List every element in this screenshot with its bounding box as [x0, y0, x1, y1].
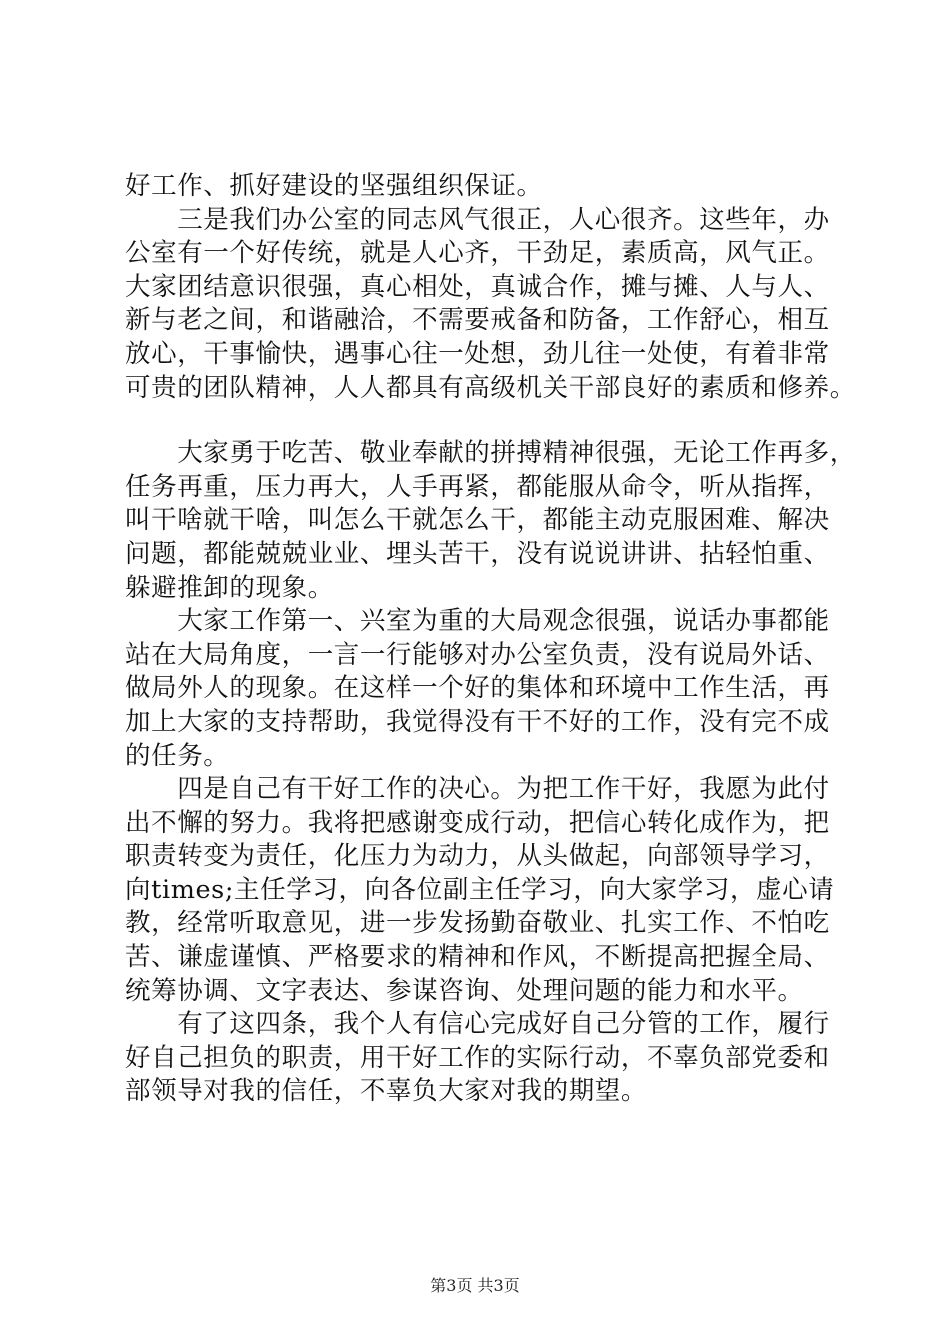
- text-line: 大家团结意识很强，真心相处，真诚合作，摊与摊、人与人、: [125, 271, 830, 302]
- text-line: 的任务。: [125, 740, 230, 771]
- text-line: 躲避推卸的现象。: [125, 572, 334, 603]
- text-line: 做局外人的现象。在这样一个好的集体和环境中工作生活，再: [125, 673, 830, 704]
- text-line: 部领导对我的信任，不辜负大家对我的期望。: [125, 1076, 648, 1107]
- text-line: 教，经常听取意见，进一步发扬勤奋敬业、扎实工作、不怕吃: [125, 908, 830, 939]
- page-number-footer: 第3页 共3页: [430, 1276, 520, 1295]
- text-line: 任务再重，压力再大，人手再紧，都能服从命令，听从指挥，: [125, 471, 830, 502]
- paragraph: [125, 204, 856, 406]
- text-line: 有了这四条，我个人有信心完成好自己分管的工作，履行: [125, 1009, 830, 1040]
- text-line: 大家工作第一、兴室为重的大局观念很强，说话办事都能: [125, 606, 830, 637]
- text-line: 可贵的团队精神，人人都具有高级机关干部良好的素质和修养。: [125, 372, 856, 403]
- paragraph: [125, 170, 835, 204]
- text-line: 好工作、抓好建设的坚强组织保证。: [125, 171, 543, 201]
- document-body: [125, 170, 856, 1109]
- text-line: 三是我们办公室的同志风气很正，人心很齐。这些年，办: [125, 204, 830, 235]
- paragraph: [125, 1008, 835, 1109]
- text-line: 公室有一个好传统，就是人心齐，干劲足，素质高，风气正。: [125, 238, 830, 269]
- text-line: 新与老之间，和谐融洽，不需要戒备和防备，工作舒心，相互: [125, 305, 830, 336]
- paragraph: [125, 605, 835, 773]
- text-line: 职责转变为责任，化压力为动力，从头做起，向部领导学习，: [125, 841, 830, 872]
- text-line: 放心，干事愉快，遇事心往一处想，劲儿往一处使，有着非常: [125, 338, 830, 369]
- text-line: 站在大局角度，一言一行能够对办公室负责，没有说局外话、: [125, 639, 830, 670]
- text-line: 加上大家的支持帮助，我觉得没有干不好的工作，没有完不成: [125, 706, 830, 737]
- paragraph-gap: [125, 405, 835, 437]
- paragraph: [125, 437, 856, 605]
- text-line: 统筹协调、文字表达、参谋咨询、处理问题的能力和水平。: [125, 975, 804, 1006]
- paragraph: [125, 773, 835, 1008]
- text-line: 叫干啥就干啥，叫怎么干就怎么干，都能主动克服困难、解决: [125, 505, 830, 536]
- text-line: 苦、谦虚谨慎、严格要求的精神和作风，不断提高把握全局、: [125, 942, 830, 973]
- text-line: 好自己担负的职责，用干好工作的实际行动，不辜负部党委和: [125, 1042, 830, 1073]
- text-line: 问题，都能兢兢业业、埋头苦干，没有说说讲讲、拈轻怕重、: [125, 538, 830, 569]
- text-line: 出不懈的努力。我将把感谢变成行动，把信心转化成作为，把: [125, 807, 830, 838]
- text-line: 四是自己有干好工作的决心。为把工作干好，我愿为此付: [125, 774, 830, 805]
- text-line: 大家勇于吃苦、敬业奉献的拼搏精神很强，无论工作再多，: [125, 438, 856, 469]
- text-line: 向times;主任学习，向各位副主任学习，向大家学习，虚心请: [125, 874, 835, 905]
